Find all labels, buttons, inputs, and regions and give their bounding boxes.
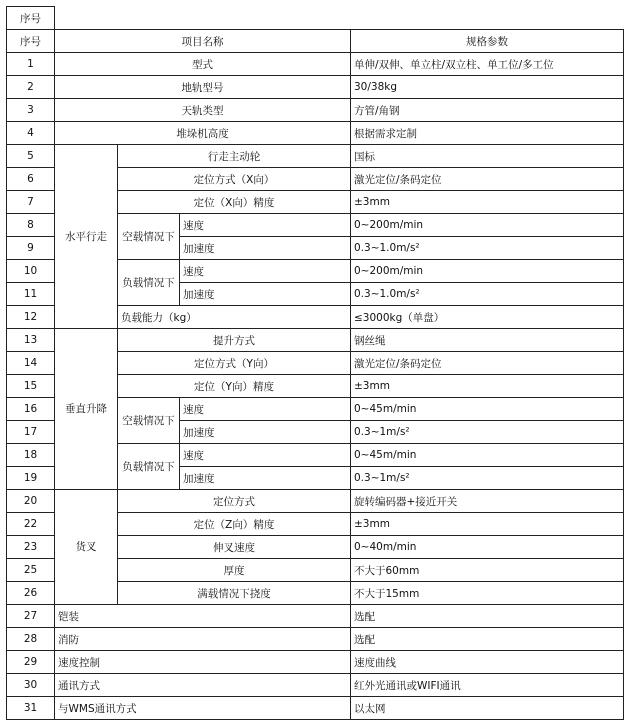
header-name: 项目名称	[55, 30, 351, 53]
item-spec: 0~45m/min	[351, 398, 624, 421]
item-spec: 选配	[351, 605, 624, 628]
item-spec: 以太网	[351, 697, 624, 720]
row-number: 2	[7, 76, 55, 99]
item-name: 地轨型号	[55, 76, 351, 99]
table-row	[7, 651, 624, 674]
item-name: 通讯方式	[55, 674, 351, 697]
item-name: 定位（Y向）精度	[118, 375, 351, 398]
row-number: 15	[7, 375, 55, 398]
table-row	[7, 122, 624, 145]
item-spec: 30/38kg	[351, 76, 624, 99]
item-spec: 红外光通讯或WIFI通讯	[351, 674, 624, 697]
item-spec: 不大于15mm	[351, 582, 624, 605]
item-spec: 激光定位/条码定位	[351, 168, 624, 191]
item-name: 堆垛机高度	[55, 122, 351, 145]
item-name: 加速度	[180, 467, 351, 490]
item-spec: 0~200m/min	[351, 260, 624, 283]
item-spec: 不大于60mm	[351, 559, 624, 582]
row-number: 11	[7, 283, 55, 306]
item-spec: 方管/角钢	[351, 99, 624, 122]
row-number: 29	[7, 651, 55, 674]
row-number: 25	[7, 559, 55, 582]
header-no: 序号	[7, 7, 55, 30]
row-number: 26	[7, 582, 55, 605]
item-spec: 0~40m/min	[351, 536, 624, 559]
row-number: 13	[7, 329, 55, 352]
item-name: 负载能力（kg）	[118, 306, 351, 329]
item-spec: 单伸/双伸、单立柱/双立柱、单工位/多工位	[351, 53, 624, 76]
item-name: 铠装	[55, 605, 351, 628]
item-spec: 0.3~1.0m/s²	[351, 237, 624, 260]
row-number: 7	[7, 191, 55, 214]
item-name: 定位（X向）精度	[118, 191, 351, 214]
header-row	[7, 7, 624, 30]
item-spec: ≤3000kg（单盘）	[351, 306, 624, 329]
subgroup-full-load: 负载情况下	[118, 444, 180, 490]
item-spec: 0~45m/min	[351, 444, 624, 467]
item-name: 型式	[55, 53, 351, 76]
item-name: 速度	[180, 214, 351, 237]
item-name: 天轨类型	[55, 99, 351, 122]
table-row	[7, 53, 624, 76]
row-number: 20	[7, 490, 55, 513]
item-spec: 速度曲线	[351, 651, 624, 674]
spec-table	[6, 6, 624, 720]
item-name: 满载情况下挠度	[118, 582, 351, 605]
item-name: 加速度	[180, 237, 351, 260]
item-spec: 根据需求定制	[351, 122, 624, 145]
item-name: 定位方式（Y向）	[118, 352, 351, 375]
subgroup-full-load: 负载情况下	[118, 260, 180, 306]
row-number: 19	[7, 467, 55, 490]
row-number: 1	[7, 53, 55, 76]
item-name: 定位方式（X向）	[118, 168, 351, 191]
item-name: 速度	[180, 444, 351, 467]
item-spec: 激光定位/条码定位	[351, 352, 624, 375]
item-name: 定位（Z向）精度	[118, 513, 351, 536]
header-spec: 规格参数	[351, 30, 624, 53]
row-number: 27	[7, 605, 55, 628]
row-number: 5	[7, 145, 55, 168]
table-row	[7, 76, 624, 99]
item-name: 伸叉速度	[118, 536, 351, 559]
table-row	[7, 99, 624, 122]
item-spec: ±3mm	[351, 513, 624, 536]
table-row	[7, 697, 624, 720]
item-name: 提升方式	[118, 329, 351, 352]
item-name: 速度控制	[55, 651, 351, 674]
item-name: 厚度	[118, 559, 351, 582]
row-number: 6	[7, 168, 55, 191]
item-spec: 钢丝绳	[351, 329, 624, 352]
item-spec: 0.3~1.0m/s²	[351, 283, 624, 306]
table-row	[7, 628, 624, 651]
subgroup-empty-load: 空载情况下	[118, 214, 180, 260]
item-spec: 0.3~1m/s²	[351, 467, 624, 490]
row-number: 14	[7, 352, 55, 375]
row-number: 10	[7, 260, 55, 283]
row-number: 16	[7, 398, 55, 421]
item-spec: ±3mm	[351, 375, 624, 398]
item-spec: 国标	[351, 145, 624, 168]
row-number: 30	[7, 674, 55, 697]
item-name: 速度	[180, 260, 351, 283]
row-number: 4	[7, 122, 55, 145]
item-name: 行走主动轮	[118, 145, 351, 168]
row-number: 23	[7, 536, 55, 559]
row-number: 3	[7, 99, 55, 122]
row-number: 8	[7, 214, 55, 237]
group-label-fork: 货叉	[55, 490, 118, 605]
item-name: 加速度	[180, 283, 351, 306]
table-row	[7, 329, 624, 352]
item-name: 加速度	[180, 421, 351, 444]
table-row	[7, 145, 624, 168]
row-number: 18	[7, 444, 55, 467]
group-label-vertical: 垂直升降	[55, 329, 118, 490]
item-name: 与WMS通讯方式	[55, 697, 351, 720]
header-row-visible	[7, 30, 624, 53]
item-name: 定位方式	[118, 490, 351, 513]
row-number: 17	[7, 421, 55, 444]
row-number: 28	[7, 628, 55, 651]
item-spec: ±3mm	[351, 191, 624, 214]
table-row	[7, 490, 624, 513]
item-spec: 旋转编码器+接近开关	[351, 490, 624, 513]
row-number: 22	[7, 513, 55, 536]
item-name: 速度	[180, 398, 351, 421]
row-number: 9	[7, 237, 55, 260]
item-spec: 选配	[351, 628, 624, 651]
table-row	[7, 605, 624, 628]
group-label-horizontal: 水平行走	[55, 145, 118, 329]
row-number: 31	[7, 697, 55, 720]
row-number: 12	[7, 306, 55, 329]
subgroup-empty-load: 空载情况下	[118, 398, 180, 444]
header-no: 序号	[7, 30, 55, 53]
item-spec: 0~200m/min	[351, 214, 624, 237]
table-row	[7, 674, 624, 697]
item-name: 消防	[55, 628, 351, 651]
item-spec: 0.3~1m/s²	[351, 421, 624, 444]
